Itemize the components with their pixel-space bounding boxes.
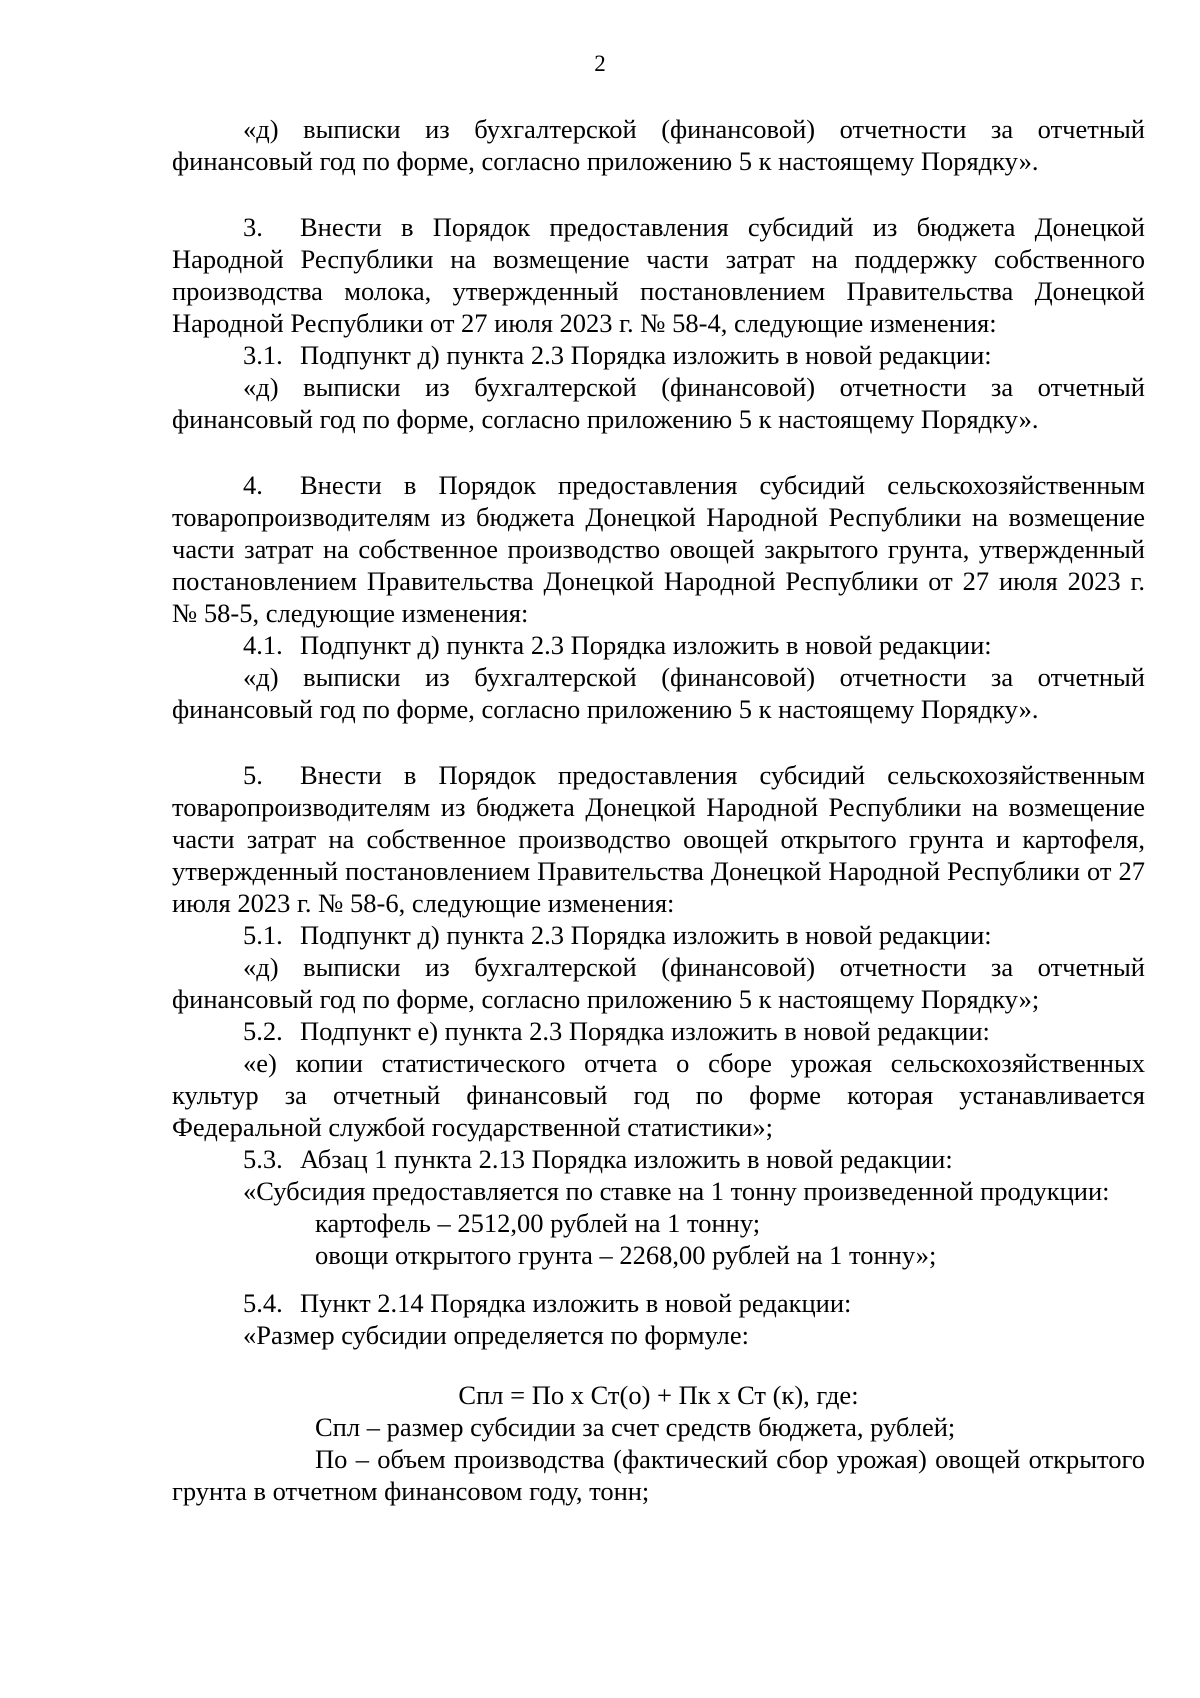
definition-po: По – объем производства (фактический сбор урожая) овощей открытого грунта в отчетном финансовом году, тонн; <box>172 1444 1145 1506</box>
rate-vegetables: овощи открытого грунта – 2268,00 рублей на 1 тонну»; <box>315 1240 937 1270</box>
section-5-quote-e: «е) копии статистического отчета о сборе урожая сельскохозяйственных культур за отчетный финансовый год по форме которая устанавливается Федеральной службой государственной статистики»; <box>172 1048 1145 1142</box>
subsection-5-4-number: 5.4. <box>243 1288 283 1318</box>
subsection-5-1-text: Подпункт д) пункта 2.3 Порядка изложить в новой редакции: <box>300 920 992 950</box>
document-body <box>172 113 1145 1507</box>
section-4-quote: «д) выписки из бухгалтерской (финансовой) отчетности за отчетный финансовый год по форме, согласно приложению 5 к настоящему Порядку». <box>172 662 1145 724</box>
section-3-number: 3. <box>243 212 263 242</box>
subsection-5-3-text: Абзац 1 пункта 2.13 Порядка изложить в новой редакции: <box>300 1144 953 1174</box>
section-5-quote-d: «д) выписки из бухгалтерской (финансовой) отчетности за отчетный финансовый год по форме, согласно приложению 5 к настоящему Порядку»; <box>172 952 1145 1014</box>
section-5-paragraph <box>172 759 1145 919</box>
section-4-text: Внести в Порядок предоставления субсидий сельскохозяйственным товаропроизводителям из бюджета Донецкой Народной Республики на возмещение части затрат на собственное производство овощей закрытого грунта, утвержденный постановлением Правительства Донецкой Народной Республики от 27 июля 2023 г. № 58-5, следующие изменения: <box>172 470 1145 628</box>
section-3-quote: «д) выписки из бухгалтерской (финансовой) отчетности за отчетный финансовый год по форме, согласно приложению 5 к настоящему Порядку». <box>172 372 1145 434</box>
subsection-4-1-text: Подпункт д) пункта 2.3 Порядка изложить в новой редакции: <box>300 630 992 660</box>
subsection-5-4 <box>172 1287 1145 1319</box>
section-3-paragraph <box>172 211 1145 339</box>
formula-intro: «Размер субсидии определяется по формуле: <box>243 1320 749 1350</box>
section-5-number: 5. <box>243 760 263 790</box>
page-number: 2 <box>594 51 606 76</box>
section-3-text: Внести в Порядок предоставления субсидий из бюджета Донецкой Народной Республики на возмещение части затрат на поддержку собственного производства молока, утвержденный постановлением Правительства Донецкой Народной Республики от 27 июля 2023 г. № 58-4, следующие изменения: <box>172 212 1145 338</box>
rate-potato: картофель – 2512,00 рублей на 1 тонну; <box>315 1208 761 1238</box>
subsection-5-3 <box>172 1143 1145 1175</box>
subsection-3-1-number: 3.1. <box>243 340 283 370</box>
subsection-5-2-number: 5.2. <box>243 1016 283 1046</box>
formula: Спл = По х Ст(о) + Пк х Ст (к), где: <box>458 1380 859 1410</box>
subsection-4-1 <box>172 629 1145 661</box>
section-4-paragraph <box>172 469 1145 629</box>
subsection-5-2-text: Подпункт е) пункта 2.3 Порядка изложить в новой редакции: <box>300 1016 990 1046</box>
subsection-5-4-text: Пункт 2.14 Порядка изложить в новой редакции: <box>300 1288 852 1318</box>
subsection-5-2 <box>172 1015 1145 1047</box>
section-4-number: 4. <box>243 470 263 500</box>
section-5-quote-rate: «Субсидия предоставляется по ставке на 1 тонну произведенной продукции: <box>243 1176 1110 1206</box>
subsection-4-1-number: 4.1. <box>243 630 283 660</box>
definition-spl: Спл – размер субсидии за счет средств бюджета, рублей; <box>315 1412 956 1442</box>
subsection-5-1 <box>172 919 1145 951</box>
subsection-3-1-text: Подпункт д) пункта 2.3 Порядка изложить в новой редакции: <box>300 340 992 370</box>
subsection-3-1 <box>172 339 1145 371</box>
section-5-text: Внести в Порядок предоставления субсидий сельскохозяйственным товаропроизводителям из бюджета Донецкой Народной Республики на возмещение части затрат на собственное производство овощей открытого грунта и картофеля, утвержденный постановлением Правительства Донецкой Народной Республики от 27 июля 2023 г. № 58-6, следующие изменения: <box>172 760 1145 918</box>
subsection-5-1-number: 5.1. <box>243 920 283 950</box>
subsection-5-3-number: 5.3. <box>243 1144 283 1174</box>
paragraph-quote-d: «д) выписки из бухгалтерской (финансовой) отчетности за отчетный финансовый год по форме, согласно приложению 5 к настоящему Порядку». <box>172 114 1145 176</box>
